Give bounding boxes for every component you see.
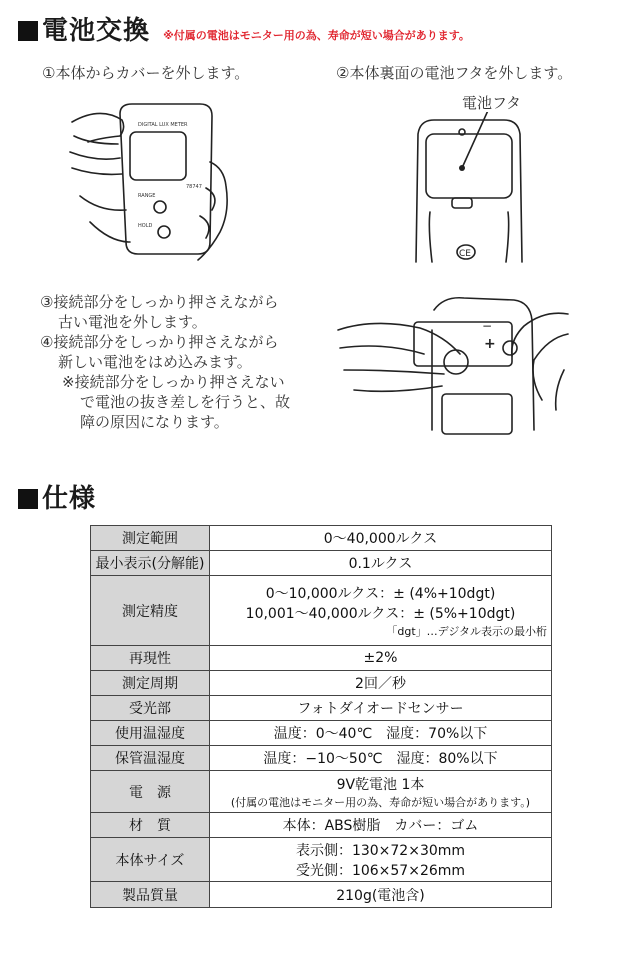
spec-value: ±2% [210,646,552,671]
spec-value: 表示側：130×72×30mm [295,842,466,859]
spec-value: 温度：0〜40℃ 湿度：70%以下 [210,721,552,746]
table-row [91,696,552,721]
spec-value: フォトダイオードセンサー [210,696,552,721]
table-row [91,576,552,646]
spec-section-title: 仕様 [18,484,96,514]
battery-monitor-note: ※付属の電池はモニター用の為、寿命が短い場合があります。 [163,29,470,42]
spec-key: 測定精度 [91,576,210,646]
spec-key: 本体サイズ [91,838,210,882]
battery-cover-illustration [404,112,534,272]
step-3-4-block [40,292,290,432]
spec-value: 0〜40,000ルクス [210,526,552,551]
spec-value: 210g(電池含) [210,882,552,908]
meter-range-text: RANGE [138,193,156,199]
step-1-text: ①本体からカバーを外します。 [42,64,250,82]
step-3-line-2: 古い電池を外します。 [58,313,207,331]
battery-section-title: 電池交換 [18,16,150,46]
spec-value: 0.1ルクス [210,551,552,576]
spec-key: 最小表示(分解能) [91,551,210,576]
ce-mark-text: CE [459,249,471,259]
step-4-line-1: ④接続部分をしっかり押さえながら [40,333,279,351]
spec-value: 受光側：106×57×26mm [295,862,466,879]
spec-section-header [18,478,96,515]
meter-model-text: 78747 [186,184,202,190]
battery-cover-label: 電池フタ [462,94,521,112]
spec-key: 測定周期 [91,671,210,696]
table-row [91,838,552,882]
spec-key: 材 質 [91,813,210,838]
table-row [91,671,552,696]
spec-key: 電 源 [91,771,210,813]
table-row [91,721,552,746]
spec-value: 10,001〜40,000ルクス：± (5%+10dgt) [245,605,516,622]
spec-value: 0〜10,000ルクス：± (4%+10dgt) [265,585,496,602]
spec-value-note: (付属の電池はモニター用の為、寿命が短い場合があります。) [230,795,531,809]
warning-line-3: 障の原因になります。 [80,413,229,431]
meter-label-text: DIGITAL LUX METER [138,122,188,128]
square-bullet-icon [18,489,38,509]
meter-hold-text: HOLD [138,223,153,229]
battery-section-header [18,10,470,47]
remove-cover-illustration [60,92,240,262]
table-row [91,882,552,908]
spec-value: 9V乾電池 1本 [336,776,425,793]
spec-value: 温度：−10〜50℃ 湿度：80%以下 [210,746,552,771]
square-bullet-icon [18,21,38,41]
spec-table [90,525,552,908]
spec-value-cell [210,576,552,646]
spec-key: 保管温湿度 [91,746,210,771]
spec-key: 受光部 [91,696,210,721]
spec-key: 製品質量 [91,882,210,908]
spec-value-note: 「dgt」…デジタル表示の最小桁 [386,624,547,638]
spec-value: 2回／秒 [210,671,552,696]
battery-minus-sign: − [482,319,493,333]
spec-key: 再現性 [91,646,210,671]
table-row [91,526,552,551]
warning-line-1: ※接続部分をしっかり押さえない [62,373,285,391]
step-4-line-2: 新しい電池をはめ込みます。 [58,353,252,371]
spec-value: 本体：ABS樹脂 カバー：ゴム [210,813,552,838]
table-row [91,746,552,771]
step-3-line-1: ③接続部分をしっかり押さえながら [40,293,279,311]
table-row [91,551,552,576]
battery-swap-illustration [334,290,570,440]
spec-value-cell [210,771,552,813]
spec-value-cell [210,838,552,882]
spec-key: 測定範囲 [91,526,210,551]
battery-plus-sign: + [484,336,496,352]
table-row [91,771,552,813]
step-2-text: ②本体裏面の電池フタを外します。 [336,64,573,82]
table-row [91,813,552,838]
table-row [91,646,552,671]
warning-line-2: で電池の抜き差しを行うと、故 [80,393,291,411]
spec-key: 使用温湿度 [91,721,210,746]
